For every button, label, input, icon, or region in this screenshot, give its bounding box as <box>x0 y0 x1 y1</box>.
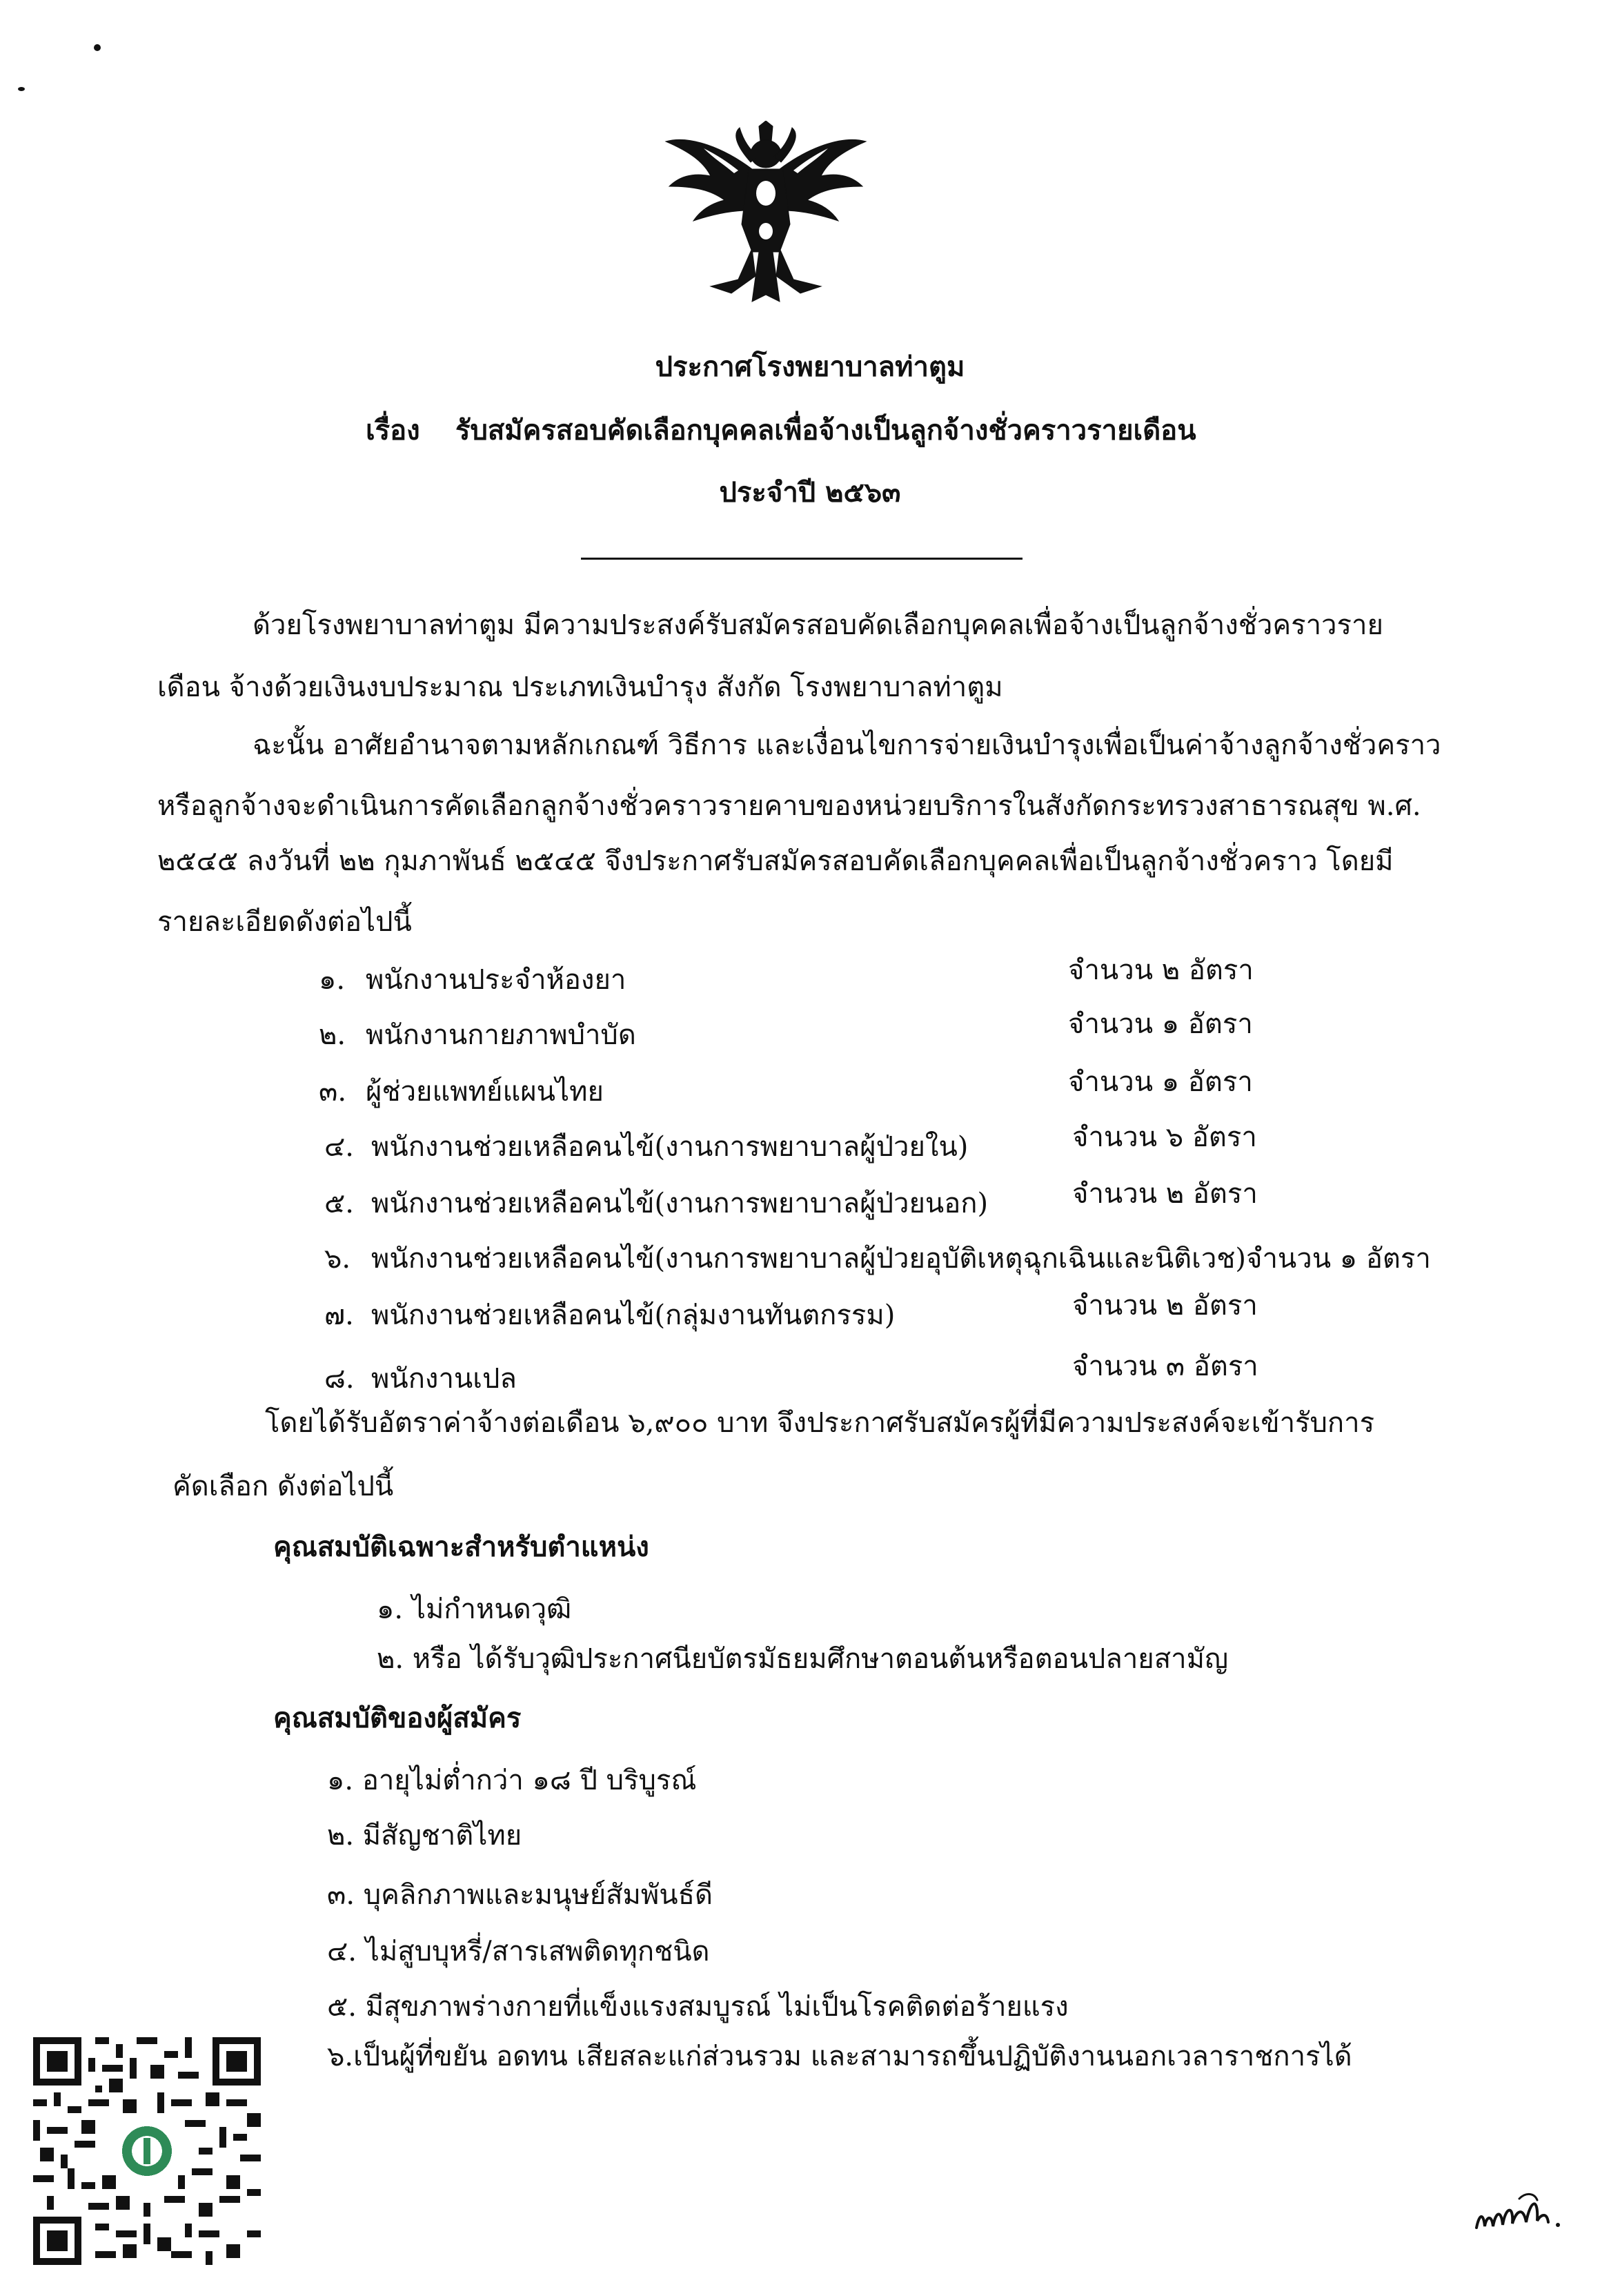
position-count: จำนวน ๒ อัตรา <box>1072 1290 1258 1322</box>
position-number: ๑. <box>319 964 346 996</box>
intro-paragraph-2-cont: รายละเอียดดังต่อไปนี้ <box>157 906 412 938</box>
position-number: ๒. <box>319 1019 346 1051</box>
position-count: จำนวน ๖ อัตรา <box>1072 1121 1257 1153</box>
subject-label: เรื่อง <box>366 414 420 447</box>
intro-paragraph-2-cont: หรือลูกจ้างจะดำเนินการคัดเลือกลูกจ้างชั่วคราวรายคาบของหน่วยบริการในสังกัดกระทรวงสาธารณสุข พ.ศ. <box>157 790 1421 822</box>
intro-paragraph-2-cont: ๒๕๔๕ ลงวันที่ ๒๒ กุมภาพันธ์ ๒๕๔๕ จึงประกาศรับสมัครสอบคัดเลือกบุคคลเพื่อเป็นลูกจ้างชั่วคราว โดยมี <box>157 845 1394 877</box>
position-qualifications-heading: คุณสมบัติเฉพาะสำหรับตำแหน่ง <box>273 1531 649 1563</box>
applicant-qualification-item: ๖.เป็นผู้ที่ขยัน อดทน เสียสละแก่ส่วนรวม และสามารถขึ้นปฏิบัติงานนอกเวลาราชการได้ <box>327 2041 1352 2072</box>
position-qualification-item: ๑. ไม่กำหนดวุฒิ <box>377 1593 572 1625</box>
header-divider <box>581 558 1023 560</box>
signature-icon <box>1471 2186 1574 2241</box>
position-title: พนักงานเปล <box>371 1363 517 1395</box>
position-count: จำนวน ๒ อัตรา <box>1068 954 1254 986</box>
scan-dot <box>18 87 25 91</box>
applicant-qualifications-heading: คุณสมบัติของผู้สมัคร <box>273 1702 522 1734</box>
intro-paragraph-2: ฉะนั้น อาศัยอำนาจตามหลักเกณฑ์ วิธีการ และเงื่อนไขการจ่ายเงินบำรุงเพื่อเป็นค่าจ้างลูกจ้างชั่วคราว <box>253 729 1441 761</box>
position-count: จำนวน ๒ อัตรา <box>1072 1178 1258 1210</box>
announcement-title: ประกาศโรงพยาบาลท่าตูม <box>655 351 965 383</box>
position-number: ๔. <box>324 1131 354 1163</box>
applicant-qualification-item: ๓. บุคลิกภาพและมนุษย์สัมพันธ์ดี <box>327 1879 713 1911</box>
position-title: พนักงานช่วยเหลือคนไข้(งานการพยาบาลผู้ป่วยอุบัติเหตุฉุกเฉินและนิติเวช)จำนวน ๑ อัตรา <box>371 1243 1431 1275</box>
intro-paragraph-1-cont: เดือน จ้างด้วยเงินงบประมาณ ประเภทเงินบำรุง สังกัด โรงพยาบาลท่าตูม <box>157 671 1003 703</box>
position-count: จำนวน ๑ อัตรา <box>1068 1008 1253 1040</box>
applicant-qualification-item: ๔. ไม่สูบบุหรี่/สารเสพติดทุกชนิด <box>327 1936 710 1968</box>
qr-code-icon[interactable] <box>33 2037 261 2265</box>
garuda-emblem-icon <box>662 121 869 307</box>
position-qualification-item: ๒. หรือ ได้รับวุฒิประกาศนียบัตรมัธยมศึกษาตอนต้นหรือตอนปลายสามัญ <box>377 1643 1229 1675</box>
applicant-qualification-item: ๕. มีสุขภาพร่างกายที่แข็งแรงสมบูรณ์ ไม่เป็นโรคติดต่อร้ายแรง <box>327 1991 1069 2023</box>
position-count: จำนวน ๓ อัตรา <box>1072 1351 1258 1382</box>
position-number: ๗. <box>324 1299 354 1331</box>
position-count: จำนวน ๑ อัตรา <box>1068 1066 1253 1098</box>
year-line: ประจำปี ๒๕๖๓ <box>719 476 901 509</box>
position-title: พนักงานช่วยเหลือคนไข้(งานการพยาบาลผู้ป่วยใน) <box>371 1131 969 1163</box>
applicant-qualification-item: ๒. มีสัญชาติไทย <box>327 1820 522 1852</box>
position-title: พนักงานช่วยเหลือคนไข้(กลุ่มงานทันตกรรม) <box>371 1299 896 1331</box>
position-title: ผู้ช่วยแพทย์แผนไทย <box>366 1076 604 1108</box>
position-title: พนักงานช่วยเหลือคนไข้(งานการพยาบาลผู้ป่วยนอก) <box>371 1188 989 1219</box>
intro-paragraph-1: ด้วยโรงพยาบาลท่าตูม มีความประสงค์รับสมัครสอบคัดเลือกบุคคลเพื่อจ้างเป็นลูกจ้างชั่วคราวราย <box>253 609 1383 641</box>
position-title: พนักงานกายภาพบำบัด <box>366 1019 636 1051</box>
position-number: ๓. <box>319 1076 347 1108</box>
position-number: ๕. <box>324 1188 354 1219</box>
wage-paragraph: โดยได้รับอัตราค่าจ้างต่อเดือน ๖,๙๐๐ บาท จึงประกาศรับสมัครผู้ที่มีความประสงค์จะเข้ารับการ <box>265 1407 1375 1439</box>
scan-dot <box>94 44 101 51</box>
position-number: ๘. <box>324 1363 355 1395</box>
subject-text: รับสมัครสอบคัดเลือกบุคคลเพื่อจ้างเป็นลูกจ้างชั่วคราวรายเดือน <box>455 414 1196 447</box>
wage-paragraph-cont: คัดเลือก ดังต่อไปนี้ <box>172 1471 394 1502</box>
applicant-qualification-item: ๑. อายุไม่ต่ำกว่า ๑๘ ปี บริบูรณ์ <box>327 1765 697 1796</box>
position-number: ๖. <box>324 1243 351 1275</box>
position-title: พนักงานประจำห้องยา <box>366 964 626 996</box>
